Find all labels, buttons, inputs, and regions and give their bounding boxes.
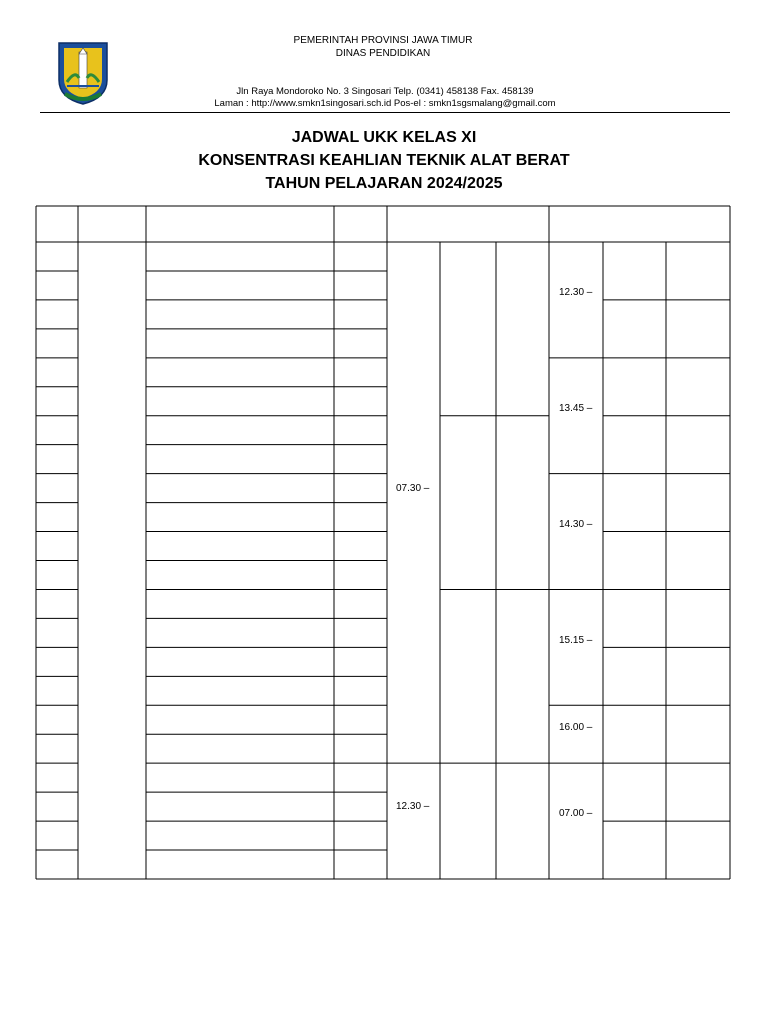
school-contacts: Laman : http://www.smkn1singosari.sch.id Pos-el : smkn1sgsmalang@gmail.com [214, 98, 556, 109]
page-title: JADWAL UKK KELAS XI [291, 129, 477, 146]
slot-time: 07.00 – [559, 808, 593, 819]
province-name: PEMERINTAH PROVINSI JAWA TIMUR [293, 35, 473, 46]
session-time-afternoon: 12.30 – [396, 801, 430, 812]
school-year: TAHUN PELAJARAN 2024/2025 [265, 175, 503, 192]
page-subtitle: KONSENTRASI KEAHLIAN TEKNIK ALAT BERAT [198, 152, 570, 169]
slot-time: 16.00 – [559, 722, 593, 733]
slot-time: 14.30 – [559, 519, 593, 530]
slot-time: 15.15 – [559, 635, 593, 646]
slot-time: 13.45 – [559, 403, 593, 414]
department-name: DINAS PENDIDIKAN [335, 48, 431, 59]
session-time-morning: 07.30 – [396, 483, 430, 494]
slot-time: 12.30 – [559, 287, 593, 298]
school-address: Jln Raya Mondoroko No. 3 Singosari Telp. (0341) 458138 Fax. 458139 [236, 86, 534, 97]
